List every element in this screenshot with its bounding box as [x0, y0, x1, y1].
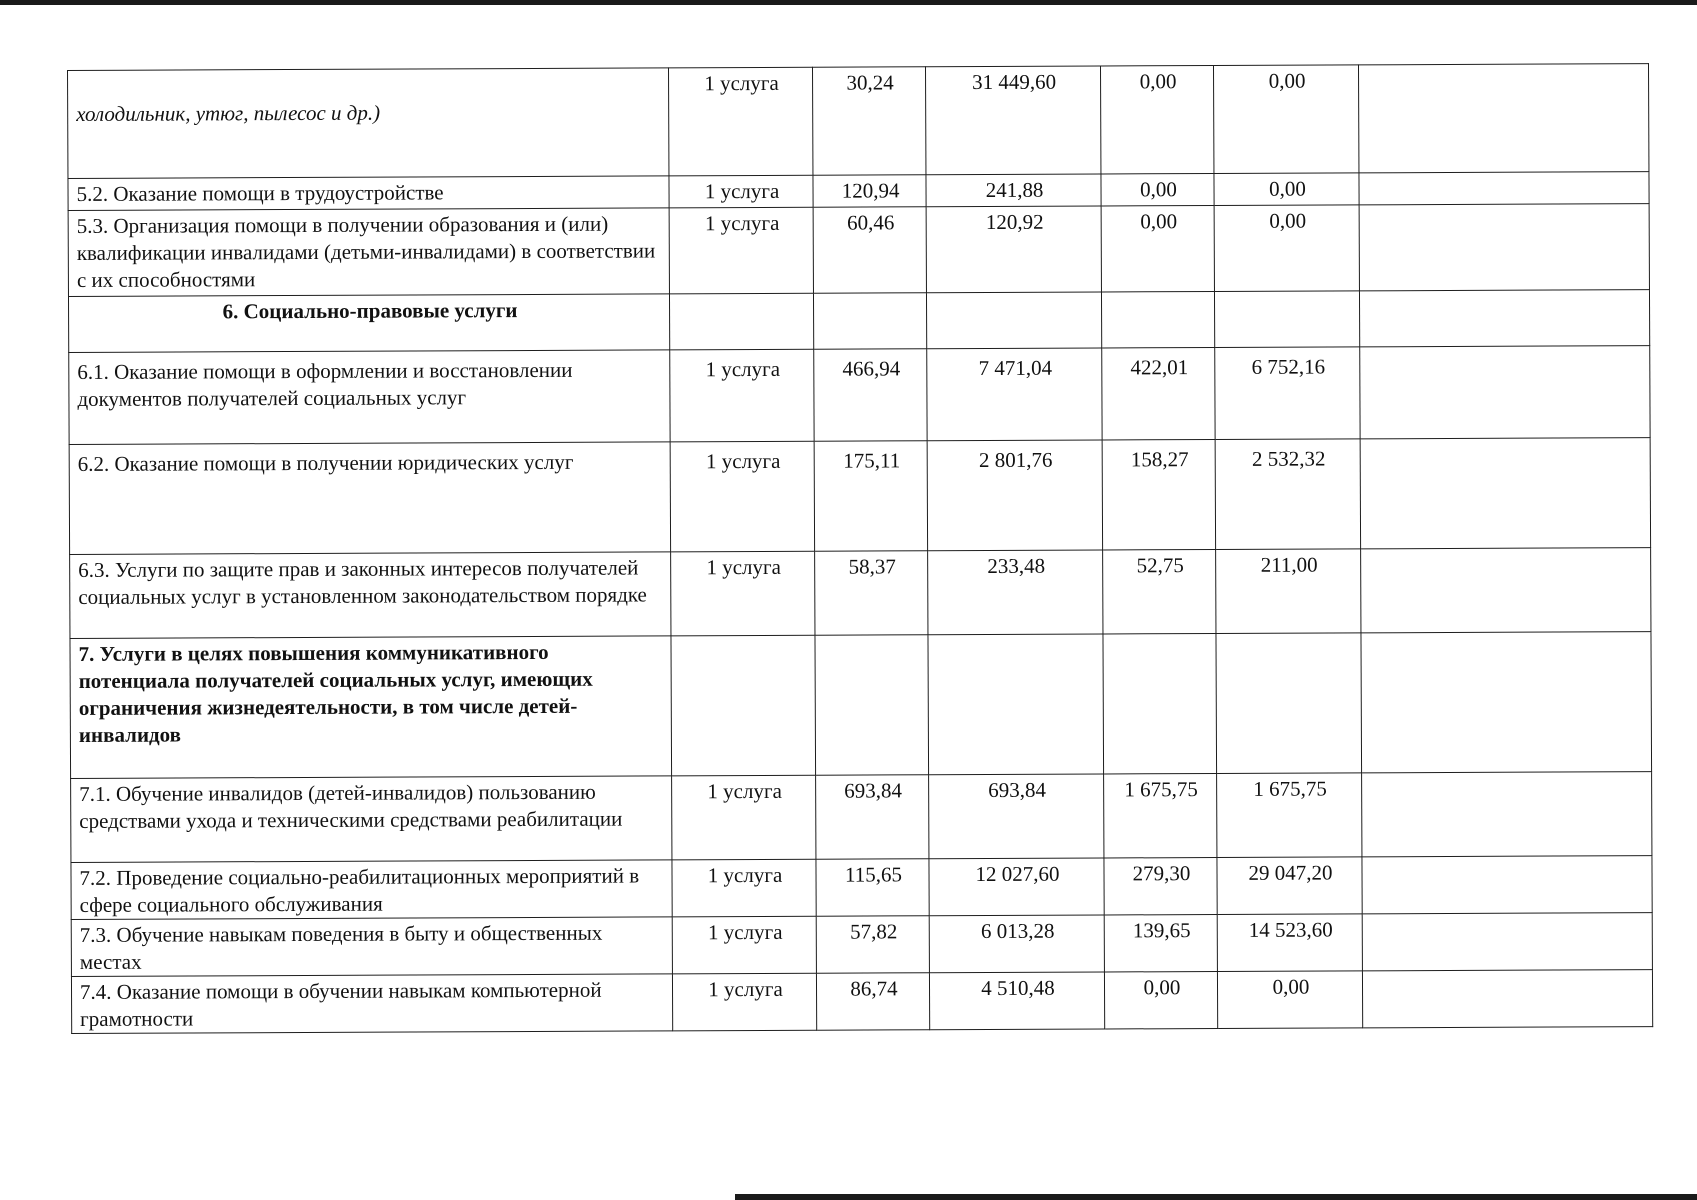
value-cell: 0,00	[1214, 205, 1359, 292]
section-header-row	[68, 290, 1649, 353]
empty-cell	[1359, 204, 1649, 291]
empty-cell	[1214, 291, 1359, 348]
value-cell: 7 471,04	[927, 348, 1102, 441]
value-cell: 30,24	[812, 67, 925, 175]
table-row	[71, 772, 1652, 863]
value-cell: 12 027,60	[929, 858, 1104, 916]
value-cell: 139,65	[1104, 914, 1217, 971]
value-cell: 6 013,28	[929, 915, 1104, 973]
service-name: 7.4. Оказание помощи в обучении навыкам компьютерной грамотности	[71, 974, 672, 1034]
empty-cell	[815, 635, 929, 775]
value-cell: 0,00	[1213, 65, 1358, 174]
empty-cell	[926, 292, 1101, 349]
service-unit: 1 услуга	[672, 916, 816, 974]
section-title: 6. Социально-правовые услуги	[68, 294, 669, 353]
value-cell: 422,01	[1102, 347, 1215, 439]
service-name: 7.3. Обучение навыкам поведения в быту и общественных местах	[71, 917, 672, 977]
value-cell: 2 801,76	[927, 440, 1102, 551]
service-name: 6.1. Оказание помощи в оформлении и восстановлении документов получателей социальных услуг	[69, 350, 670, 445]
value-cell: 0,00	[1217, 971, 1362, 1029]
value-cell: 58,37	[815, 551, 928, 635]
service-unit: 1 услуга	[672, 973, 816, 1031]
value-cell: 120,92	[926, 206, 1101, 293]
empty-cell	[1360, 346, 1650, 439]
value-cell: 175,11	[814, 441, 927, 551]
value-cell: 211,00	[1216, 549, 1361, 634]
value-cell: 86,74	[816, 973, 929, 1030]
value-cell: 120,94	[813, 175, 926, 207]
value-cell: 0,00	[1101, 173, 1214, 205]
empty-cell	[1359, 290, 1649, 347]
empty-cell	[928, 634, 1104, 775]
empty-cell	[1362, 913, 1652, 971]
service-unit: 1 услуга	[672, 859, 816, 917]
value-cell: 1 675,75	[1217, 773, 1362, 858]
value-cell: 0,00	[1214, 173, 1359, 206]
section-header-row	[70, 632, 1652, 779]
empty-cell	[1362, 772, 1652, 857]
empty-cell	[1361, 632, 1652, 773]
table-row	[71, 856, 1652, 920]
service-unit: 1 услуга	[670, 349, 814, 442]
value-cell: 693,84	[816, 775, 929, 859]
service-unit: 1 услуга	[669, 175, 813, 208]
value-cell: 466,94	[814, 349, 927, 441]
section-title: 7. Услуги в целях повышения коммуникативного потенциала получателей социальных услуг, имеющих ограничения жизнедеятельности, в том числе детей-инвалидов	[70, 636, 672, 779]
empty-cell	[1362, 970, 1652, 1028]
value-cell: 279,30	[1104, 857, 1217, 914]
empty-cell	[1361, 548, 1651, 633]
empty-cell	[1103, 633, 1217, 773]
value-cell: 0,00	[1101, 205, 1214, 291]
empty-cell	[1358, 64, 1648, 173]
service-unit: 1 услуга	[672, 775, 816, 860]
service-name: 7.1. Обучение инвалидов (детей-инвалидов) пользованию средствами ухода и техническими средствами реабилитации	[71, 776, 672, 863]
value-cell: 4 510,48	[929, 972, 1104, 1030]
table-row	[68, 64, 1649, 179]
empty-cell	[813, 293, 926, 349]
service-unit: 1 услуга	[671, 551, 815, 636]
value-cell: 6 752,16	[1215, 347, 1360, 440]
service-name: 5.3. Организация помощи в получении образования и (или) квалификации инвалидами (детьми-инвалидами) в соответствии с их способностями	[68, 208, 669, 297]
service-unit: 1 услуга	[669, 207, 813, 294]
service-name: 5.2. Оказание помощи в трудоустройстве	[68, 176, 669, 211]
table-row	[69, 438, 1650, 555]
value-cell: 2 532,32	[1215, 439, 1360, 550]
service-unit: 1 услуга	[670, 441, 814, 552]
value-cell: 31 449,60	[925, 66, 1100, 175]
value-cell: 52,75	[1103, 549, 1216, 633]
scan-top-edge	[0, 0, 1697, 5]
service-unit: 1 услуга	[668, 67, 812, 176]
value-cell: 60,46	[813, 207, 926, 293]
scan-bottom-edge	[735, 1194, 1697, 1200]
value-cell: 14 523,60	[1217, 914, 1362, 972]
value-cell: 0,00	[1100, 65, 1213, 173]
service-name: 6.2. Оказание помощи в получении юридических услуг	[69, 442, 670, 555]
empty-cell	[671, 635, 816, 776]
empty-cell	[1216, 633, 1362, 774]
empty-cell	[1101, 291, 1214, 347]
empty-cell	[1362, 856, 1652, 914]
service-name: 6.3. Услуги по защите прав и законных интересов получателей социальных услуг в установленном законодательством порядке	[70, 552, 671, 639]
value-cell: 241,88	[926, 174, 1101, 207]
service-name: 7.2. Проведение социально-реабилитационных мероприятий в сфере социального обслуживания	[71, 860, 672, 920]
empty-cell	[669, 293, 813, 350]
table-row	[70, 548, 1651, 639]
table-row	[68, 204, 1649, 297]
table-row	[69, 346, 1650, 445]
table-row	[71, 913, 1652, 977]
value-cell: 29 047,20	[1217, 857, 1362, 915]
service-name: холодильник, утюг, пылесос и др.)	[68, 68, 669, 179]
value-cell: 233,48	[928, 550, 1103, 635]
value-cell: 693,84	[929, 774, 1104, 859]
value-cell: 57,82	[816, 916, 929, 973]
value-cell: 158,27	[1102, 439, 1215, 549]
table-row	[71, 970, 1652, 1034]
value-cell: 0,00	[1104, 971, 1217, 1028]
value-cell: 115,65	[816, 859, 929, 916]
empty-cell	[1360, 438, 1650, 549]
empty-cell	[1359, 172, 1649, 205]
value-cell: 1 675,75	[1104, 773, 1217, 857]
services-table	[67, 63, 1653, 1034]
